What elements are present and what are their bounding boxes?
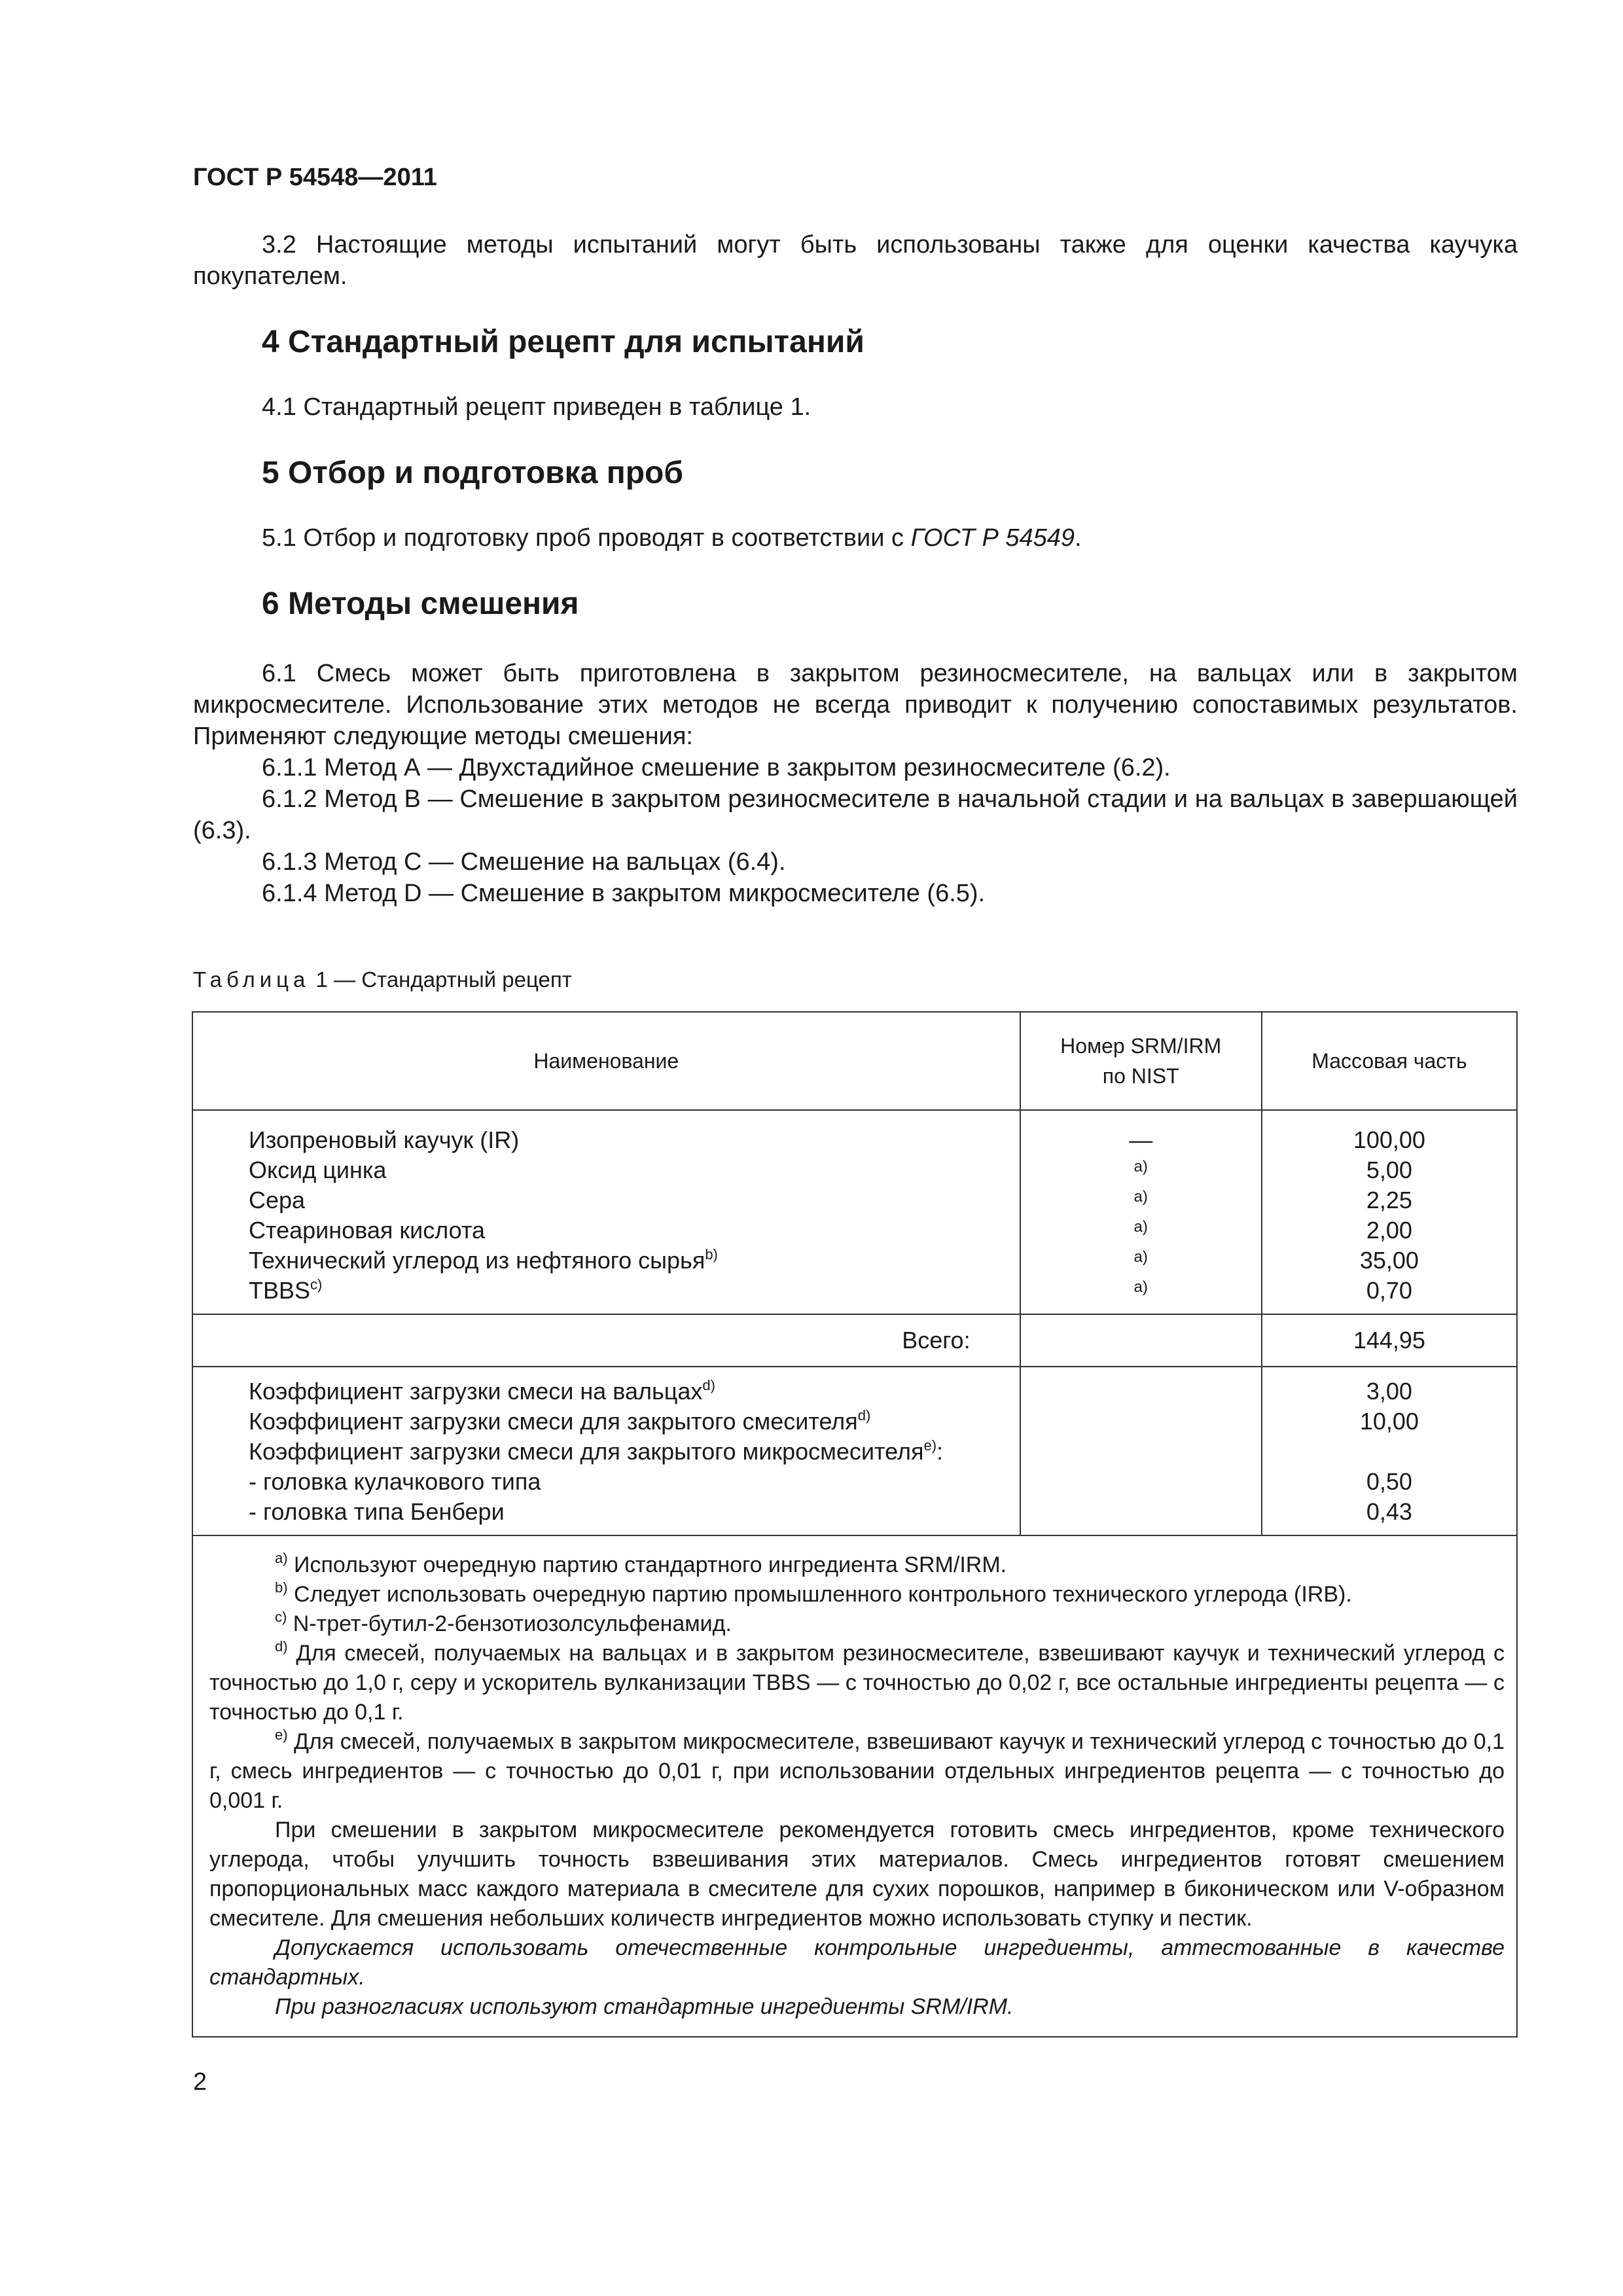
note-mixing: При смешении в закрытом микросмесителе рекомендуется готовить смесь ингредиентов, кроме технического углерода, чтобы улучшить точность взвешивания этих материалов. Смесь ингредиентов готовят смешением пропорциональных масс каждого материала в смесителе для сухих порошков, например в биконическом или V-образном смесителе. Для смешения небольших количеств ингредиентов можно использовать ступку и пестик.	[209, 1818, 1505, 1931]
footnote-ref: d)	[702, 1377, 715, 1393]
mass-value: 3,00	[1366, 1378, 1412, 1405]
note-disputes: При разногласиях используют стандартные ингредиенты SRM/IRM.	[275, 1994, 1014, 2019]
note-domestic: Допускается использовать отечественные контрольные ингредиенты, аттестованные в качестве стандартных.	[209, 1935, 1505, 1990]
coefficients-row	[192, 1367, 1517, 1535]
method-d: 6.1.4 Метод D — Смешение в закрытом микросмесителе (6.5).	[262, 880, 986, 907]
column-header-srm-line2: по NIST	[1102, 1064, 1179, 1088]
paragraph-5-1-text: 5.1 Отбор и подготовку проб проводят в соответствии с	[262, 524, 911, 552]
total-label: Всего:	[192, 1314, 1020, 1367]
ingredient-name: Сера	[249, 1187, 306, 1213]
coefficient-name: Коэффициент загрузки смеси на вальцах$^{d)}$	[249, 1377, 715, 1405]
ingredient-name: Стеариновая кислота	[249, 1217, 486, 1244]
coefficient-name: - головка кулачкового типа	[249, 1468, 541, 1495]
footnote-e: $^{e)}$ Для смесей, получаемых в закрытом микросмесителе, взвешивают каучук и технический углерод с точностью до 0,1 г, смесь ингредиентов — с точностью до 0,01 г, при использовании отдельных ингредиентов рецепта — с точностью до 0,001 г.	[209, 1727, 1505, 1813]
mass-value: 100,00	[1353, 1126, 1425, 1153]
ingredient-mass-cell	[1262, 1110, 1517, 1314]
table-caption-title: 1 — Стандартный рецепт	[310, 967, 572, 992]
mass-value	[1262, 1437, 1516, 1467]
page-number: 2	[193, 2068, 207, 2096]
ingredients-row	[192, 1110, 1517, 1314]
footnote-ref: d)	[857, 1407, 871, 1424]
ingredient-srm-cell	[1020, 1110, 1262, 1314]
recipe-table	[192, 1011, 1518, 2037]
coefficient-srm-empty	[1020, 1367, 1262, 1535]
srm-value: а)	[1133, 1278, 1148, 1296]
column-header-name: Наименование	[192, 1012, 1020, 1110]
paragraph-5-1	[262, 522, 1082, 554]
ingredient-name: Оксид цинка	[249, 1157, 387, 1183]
srm-value: а)	[1133, 1218, 1148, 1236]
mass-value: 0,43	[1366, 1498, 1412, 1525]
srm-value: —	[1129, 1126, 1153, 1153]
section-6-heading: 6 Методы смешения	[262, 586, 579, 621]
mass-value: 5,00	[1366, 1157, 1412, 1183]
ingredient-name: TBBS$^{c)}$	[249, 1276, 323, 1304]
column-header-srm-line1: Номер SRM/IRM	[1060, 1034, 1222, 1058]
paragraph-6-1: 6.1 Смесь может быть приготовлена в закрытом резиносмесителе, на вальцах или в закрытом микросмесителе. Использование этих методов не всегда приводит к получению сопоставимых результатов. Применяют следующие методы смешения:	[193, 660, 1518, 750]
footnote-a: $^{а)}$ Используют очередную партию стандартного ингредиента SRM/IRM.	[275, 1550, 1007, 1577]
document-header: ГОСТ Р 54548—2011	[193, 164, 437, 191]
srm-value: а)	[1133, 1188, 1148, 1206]
footnote-b: $^{b)}$ Следует использовать очередную партию промышленного контрольного технического углерода (IRB).	[275, 1579, 1352, 1607]
footnote-ref: c)	[310, 1276, 323, 1293]
ingredient-name: Изопреновый каучук (IR)	[249, 1126, 520, 1153]
total-row	[192, 1314, 1517, 1367]
paragraph-5-1-end: .	[1075, 524, 1082, 552]
table-header-row	[192, 1012, 1517, 1110]
table-caption-label: Таблица	[193, 967, 310, 992]
method-c: 6.1.3 Метод С — Смешение на вальцах (6.4).	[262, 848, 786, 876]
srm-value: а)	[1133, 1158, 1148, 1175]
footnote-ref: e)	[923, 1437, 937, 1454]
total-value: 144,95	[1262, 1314, 1517, 1367]
paragraph-4-1: 4.1 Стандартный рецепт приведен в таблице 1.	[262, 393, 812, 421]
table-caption	[193, 967, 572, 992]
mass-value: 35,00	[1359, 1247, 1419, 1274]
ingredient-name: Технический углерод из нефтяного сырья$^{b)}$	[249, 1246, 718, 1274]
footnote-c: $^{c)}$ N-трет-бутил-2-бензотиозолсульфенамид.	[275, 1609, 732, 1636]
ingredient-names-cell	[192, 1110, 1020, 1314]
footnote-d: $^{d)}$ Для смесей, получаемых на вальцах и в закрытом резиносмесителе, взвешивают каучук и технический углерод с точностью до 1,0 г, серу и ускоритель вулканизации TBBS — с точностью до 0,02 г, все остальные ингредиенты рецепта — с точностью до 0,1 г.	[209, 1638, 1505, 1725]
total-srm-empty	[1020, 1314, 1262, 1367]
coefficient-mass-cell	[1262, 1367, 1517, 1535]
section-4-heading: 4 Стандартный рецепт для испытаний	[262, 325, 865, 359]
mass-value: 0,50	[1366, 1468, 1412, 1495]
coefficient-names-cell	[192, 1367, 1020, 1535]
footnote-ref: b)	[705, 1246, 718, 1263]
mass-value: 2,25	[1366, 1187, 1412, 1213]
coefficient-name: Коэффициент загрузки смеси для закрытого микросмесителя$^{e)}$:	[249, 1437, 944, 1465]
coefficient-name: Коэффициент загрузки смеси для закрытого смесителя$^{d)}$	[249, 1407, 871, 1435]
mass-value: 10,00	[1359, 1408, 1419, 1435]
standard-reference: ГОСТ Р 54549	[910, 524, 1075, 552]
mass-value: 2,00	[1366, 1217, 1412, 1244]
coefficient-name: - головка типа Бенбери	[249, 1498, 505, 1525]
srm-value: а)	[1133, 1248, 1148, 1266]
column-header-srm	[1020, 1012, 1262, 1110]
section-5-heading: 5 Отбор и подготовка проб	[262, 456, 684, 490]
column-header-mass: Массовая часть	[1262, 1012, 1517, 1110]
mass-value: 0,70	[1366, 1277, 1412, 1304]
paragraph-3-2: 3.2 Настоящие методы испытаний могут быть использованы также для оценки качества каучука покупателем.	[193, 231, 1518, 290]
method-a: 6.1.1 Метод А — Двухстадийное смешение в закрытом резиносмесителе (6.2).	[262, 754, 1171, 781]
table-notes	[192, 1535, 1517, 2037]
notes-row	[192, 1535, 1517, 2037]
method-b: 6.1.2 Метод В — Смешение в закрытом резиносмесителе в начальной стадии и на вальцах в завершающей (6.3).	[193, 785, 1518, 844]
